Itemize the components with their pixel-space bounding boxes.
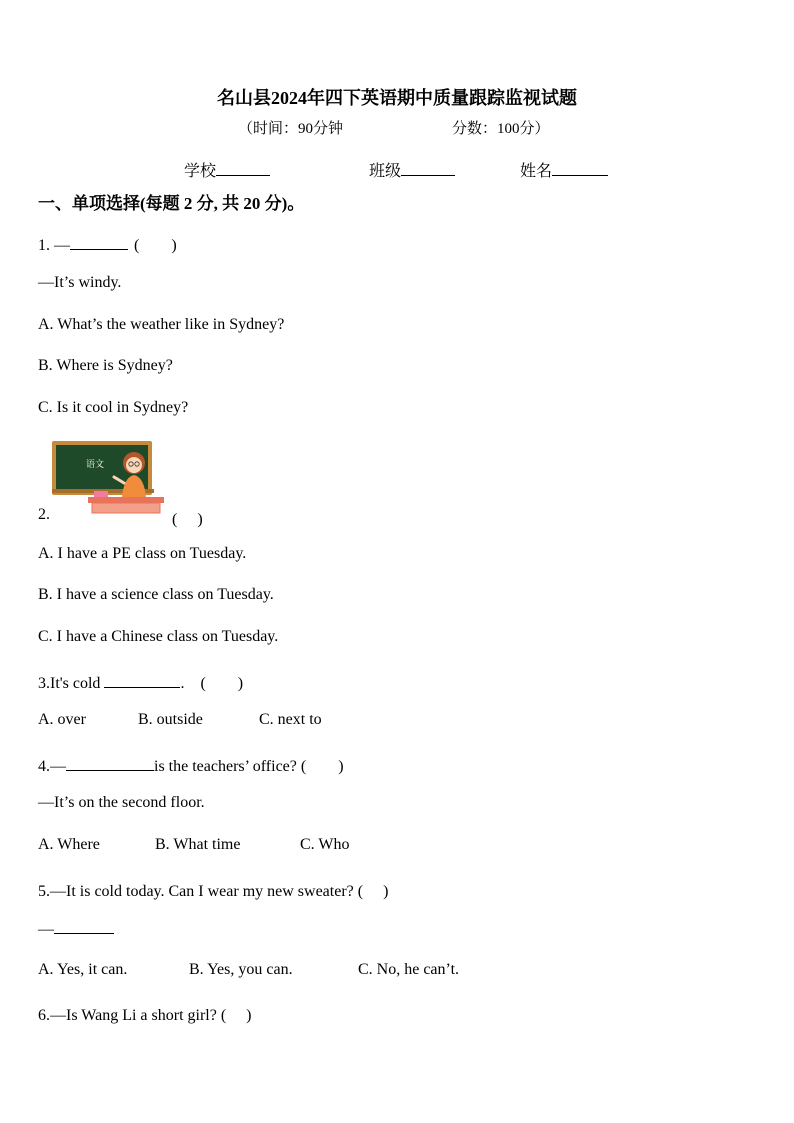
- question-3-option-b: B. outside: [138, 711, 203, 728]
- question-1-paren: ( ): [134, 237, 177, 254]
- question-3-option-c: C. next to: [259, 711, 322, 728]
- question-3-blank[interactable]: [104, 673, 180, 688]
- question-1-option-c: C. Is it cool in Sydney?: [38, 399, 189, 416]
- question-5-stem: 5.—It is cold today. Can I wear my new sweater? ( ): [38, 883, 389, 900]
- question-5-blank[interactable]: [54, 919, 114, 934]
- question-2-option-c: C. I have a Chinese class on Tuesday.: [38, 628, 279, 645]
- question-2-paren: ( ): [172, 511, 203, 528]
- question-1-prefix: 1. —: [38, 237, 70, 254]
- question-3-paren: ( ): [200, 675, 244, 692]
- question-4-answer: —It’s on the second floor.: [38, 794, 205, 811]
- book-icon: [94, 491, 108, 497]
- question-4-option-a: A. Where: [38, 836, 100, 853]
- school-field: [184, 158, 270, 181]
- question-2-number: 2.: [38, 506, 50, 523]
- question-1-option-b: B. Where is Sydney?: [38, 357, 173, 374]
- classroom-illustration: [52, 441, 166, 515]
- question-1-option-a: A. What’s the weather like in Sydney?: [38, 316, 285, 333]
- exam-time: （时间：90分钟: [238, 121, 344, 137]
- question-5-option-a: A. Yes, it can.: [38, 961, 128, 978]
- question-1-answer: —It’s windy.: [38, 274, 122, 291]
- question-4-suffix: is the teachers’ office? ( ): [154, 758, 344, 775]
- school-blank[interactable]: [216, 161, 270, 176]
- teacher-blackboard-icon: [52, 441, 166, 515]
- exam-score: 分数：100分）: [452, 121, 550, 137]
- question-3-option-a: A. over: [38, 711, 86, 728]
- question-5-answer-prefix: —: [38, 921, 54, 938]
- exam-title: 名山县2024年四下英语期中质量跟踪监视试题: [217, 88, 577, 108]
- class-label: 班级: [369, 163, 402, 180]
- school-label: 学校: [184, 163, 217, 180]
- name-blank[interactable]: [552, 161, 608, 176]
- name-field: [520, 158, 608, 181]
- question-4-blank[interactable]: [66, 756, 154, 771]
- section-title: 一、单项选择(每题 2 分, 共 20 分)。: [38, 194, 305, 213]
- question-4-option-c: C. Who: [300, 836, 350, 853]
- question-2-option-b: B. I have a science class on Tuesday.: [38, 586, 274, 603]
- question-6-stem: 6.—Is Wang Li a short girl? ( ): [38, 1007, 252, 1024]
- question-4-option-b: B. What time: [155, 836, 241, 853]
- question-5-answer: [38, 919, 114, 939]
- question-1-stem: [38, 232, 177, 255]
- desk-front: [92, 503, 160, 513]
- name-label: 姓名: [520, 163, 553, 180]
- class-blank[interactable]: [401, 161, 455, 176]
- desk-top: [88, 497, 164, 503]
- question-2-option-a: A. I have a PE class on Tuesday.: [38, 545, 247, 562]
- question-5-option-b: B. Yes, you can.: [189, 961, 293, 978]
- question-4-prefix: 4.—: [38, 758, 66, 775]
- class-field: [369, 158, 455, 181]
- question-5-option-c: C. No, he can’t.: [358, 961, 460, 978]
- question-4-stem: [38, 753, 344, 776]
- question-3-tail: .: [180, 675, 185, 692]
- question-3-text: 3.It's cold: [38, 675, 101, 692]
- blackboard-text: 语文: [86, 460, 105, 470]
- question-1-blank[interactable]: [70, 235, 128, 250]
- question-3-stem: [38, 670, 243, 693]
- teacher-face: [126, 457, 142, 473]
